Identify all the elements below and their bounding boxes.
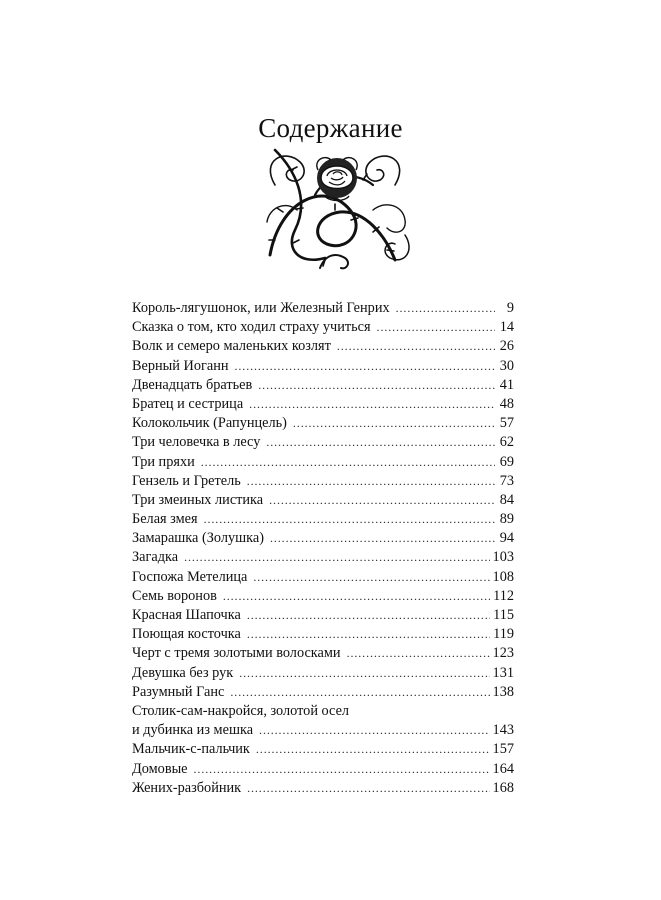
toc-entry-page-number: 131 — [492, 664, 514, 681]
dot-leader — [184, 548, 489, 567]
toc-entry — [132, 644, 514, 663]
dot-leader — [337, 337, 495, 356]
dot-leader — [230, 683, 489, 702]
toc-entry-page-number: 41 — [499, 376, 514, 393]
toc-entry-row — [132, 664, 514, 683]
toc-entry-page-number: 143 — [492, 722, 514, 739]
toc-entry-row — [132, 568, 514, 587]
page-title: Содержание — [258, 113, 403, 144]
toc-entry-title: Белая змея — [132, 511, 198, 528]
toc-entry-row — [132, 644, 514, 663]
toc-entry-title: Девушка без рук — [132, 664, 234, 681]
toc-entry-title: Госпожа Метелица — [132, 568, 248, 585]
toc-entry-title: Домовые — [132, 760, 188, 777]
toc-entry-title: Разумный Ганс — [132, 683, 225, 700]
toc-entry-title: Загадка — [132, 549, 179, 566]
toc-entry-page-number: 84 — [499, 491, 514, 508]
toc-entry-title: Три пряхи — [132, 453, 195, 470]
toc-entry-title: Черт с тремя золотыми волосками — [132, 645, 341, 662]
toc-entry-title: Три змеиных листика — [132, 491, 264, 508]
toc-entry-title: Семь воронов — [132, 587, 217, 604]
toc-entry — [132, 760, 514, 779]
toc-entry-title-line: Столик-сам-накройся, золотой осел — [132, 702, 350, 719]
toc-entry-page-number: 94 — [499, 530, 514, 547]
toc-entry-page-number: 48 — [499, 395, 514, 412]
toc-entry-page-number: 103 — [492, 549, 514, 566]
toc-entry-title: Колокольчик (Рапунцель) — [132, 415, 287, 432]
toc-entry-row — [132, 683, 514, 702]
dot-leader — [194, 760, 490, 779]
dot-leader — [396, 299, 495, 318]
toc-entry-title: Верный Иоганн — [132, 357, 229, 374]
toc-entry — [132, 568, 514, 587]
toc-entry-page-number: 69 — [499, 453, 514, 470]
dot-leader — [249, 395, 495, 414]
toc-entry-row — [132, 721, 514, 740]
toc-entry — [132, 472, 514, 491]
toc-entry — [132, 414, 514, 433]
toc-entry-title: Замарашка (Золушка) — [132, 530, 264, 547]
toc-entry — [132, 625, 514, 644]
dot-leader — [247, 625, 490, 644]
toc-entry-page-number: 138 — [492, 683, 514, 700]
toc-entry-page-number: 57 — [499, 415, 514, 432]
toc-entry-title: Братец и сестрица — [132, 395, 244, 412]
dot-leader — [266, 433, 495, 452]
toc-entry-title: Сказка о том, кто ходил страху учиться — [132, 319, 371, 336]
toc-entry-row — [132, 606, 514, 625]
toc-entry — [132, 587, 514, 606]
toc-entry-page-number: 30 — [499, 357, 514, 374]
toc-entry — [132, 606, 514, 625]
toc-entry — [132, 683, 514, 702]
toc-entry-title: Жених-разбойник — [132, 779, 242, 796]
toc-entry — [132, 491, 514, 510]
toc-entry-row — [132, 357, 514, 376]
dot-leader — [239, 664, 489, 683]
toc-entry-page-number: 157 — [492, 741, 514, 758]
thorned-rose-ornament-icon — [255, 140, 415, 275]
toc-entry-page-number: 115 — [493, 607, 514, 623]
dot-leader — [204, 510, 495, 529]
dot-leader — [223, 587, 490, 606]
toc-entry-page-number: 112 — [493, 587, 514, 604]
toc-entry-title: Двенадцать братьев — [132, 376, 253, 393]
toc-entry-row — [132, 376, 514, 395]
toc-entry-row — [132, 414, 514, 433]
toc-entry-row — [132, 472, 514, 491]
dot-leader — [247, 606, 490, 625]
toc-entry — [132, 664, 514, 683]
toc-entry-title: и дубинка из мешка — [132, 722, 254, 739]
toc-entry — [132, 740, 514, 759]
toc-entry-page-number: 14 — [499, 319, 514, 336]
toc-entry — [132, 702, 514, 740]
dot-leader — [253, 568, 489, 587]
toc-entry-row — [132, 395, 514, 414]
toc-entry-title: Три человечка в лесу — [132, 434, 261, 451]
toc-entry-page-number: 164 — [492, 760, 514, 777]
toc-entry-page-number: 26 — [499, 338, 514, 355]
toc-entry-row — [132, 337, 514, 356]
toc-entry-page-number: 168 — [492, 779, 514, 796]
toc-entry — [132, 376, 514, 395]
toc-entry-page-number: 123 — [492, 645, 514, 662]
toc-entry-row — [132, 529, 514, 548]
toc-entry-row — [132, 779, 514, 798]
toc-entry — [132, 779, 514, 798]
toc-entry-title: Мальчик-с-пальчик — [132, 741, 250, 758]
toc-entry-title: Волк и семеро маленьких козлят — [132, 338, 331, 355]
toc-entry-row — [132, 318, 514, 337]
dot-leader — [258, 376, 495, 395]
table-of-contents — [132, 299, 514, 798]
toc-entry-row — [132, 740, 514, 759]
dot-leader — [247, 779, 489, 798]
toc-entry-row — [132, 760, 514, 779]
toc-entry-page-number: 119 — [493, 626, 514, 643]
toc-entry-row — [132, 453, 514, 472]
toc-entry-row — [132, 491, 514, 510]
dot-leader — [269, 491, 495, 510]
toc-entry — [132, 318, 514, 337]
toc-entry-row — [132, 433, 514, 452]
toc-entry-page-number: 73 — [499, 472, 514, 489]
toc-entry-title: Король-лягушонок, или Железный Генрих — [132, 300, 390, 316]
toc-entry-title: Поющая косточка — [132, 626, 241, 643]
dot-leader — [259, 721, 490, 740]
dot-leader — [270, 529, 495, 548]
dot-leader — [256, 740, 490, 759]
toc-entry-row — [132, 510, 514, 529]
toc-entry-page-number: 108 — [492, 568, 514, 585]
toc-entry-title: Гензель и Гретель — [132, 472, 241, 489]
toc-entry-row — [132, 625, 514, 644]
dot-leader — [235, 357, 496, 376]
toc-entry — [132, 453, 514, 472]
toc-entry — [132, 357, 514, 376]
dot-leader — [347, 644, 490, 663]
toc-entry — [132, 337, 514, 356]
toc-entry-row — [132, 299, 514, 318]
toc-entry — [132, 510, 514, 529]
toc-entry — [132, 433, 514, 452]
dot-leader — [247, 472, 495, 491]
toc-entry-title: Красная Шапочка — [132, 607, 241, 623]
toc-entry — [132, 299, 514, 318]
toc-entry-row — [132, 587, 514, 606]
dot-leader — [377, 318, 495, 337]
toc-entry-row — [132, 548, 514, 567]
toc-entry-page-number: 9 — [506, 300, 514, 316]
dot-leader — [201, 453, 495, 472]
toc-entry — [132, 529, 514, 548]
toc-entry-page-number: 62 — [499, 434, 514, 451]
toc-entry-page-number: 89 — [499, 511, 514, 528]
dot-leader — [293, 414, 495, 433]
toc-entry — [132, 548, 514, 567]
toc-entry — [132, 395, 514, 414]
